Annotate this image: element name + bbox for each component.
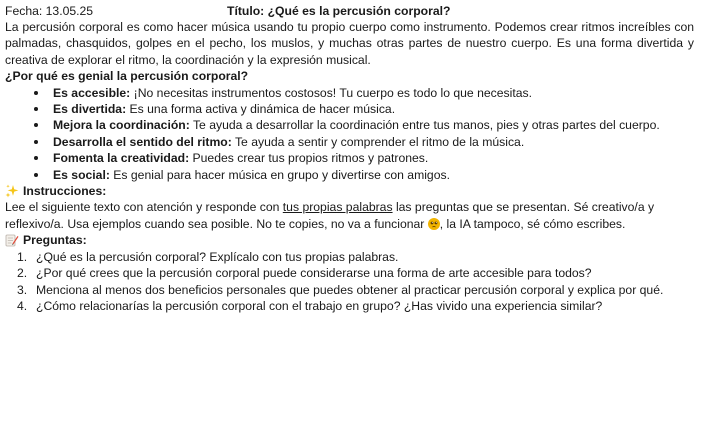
question-number: 2. [17, 266, 28, 281]
instructions-underlined-text: tus propias palabras [282, 200, 393, 215]
why-heading: ¿Por qué es genial la percusión corporal? [5, 69, 249, 84]
benefit-title: Desarrolla el sentido del ritmo: [53, 134, 232, 149]
memo-icon [5, 233, 19, 247]
benefit-title: Es divertida: [53, 102, 127, 117]
questions-list [5, 249, 694, 315]
list-item [53, 85, 694, 101]
list-item [5, 282, 694, 298]
list-item [5, 249, 694, 265]
benefit-title: Fomenta la creatividad: [53, 151, 190, 166]
question-text: ¿Qué es la percusión corporal? Explícalo con tus propias palabras. [36, 249, 399, 264]
question-text: ¿Por qué crees que la percusión corporal puede considerarse una forma de arte accesible para todos? [36, 266, 592, 281]
questions-heading: Preguntas: [23, 233, 87, 248]
benefit-text: Es una forma activa y dinámica de hacer música. [126, 102, 396, 117]
instructions-heading-row [5, 183, 694, 199]
instructions-paragraph [5, 199, 694, 232]
instructions-text-end: , la IA tampoco, sé cómo escribes. [439, 216, 626, 231]
benefit-text: Te ayuda a sentir y comprender el ritmo de la música. [231, 134, 525, 149]
benefit-text: ¡No necesitas instrumentos costosos! Tu cuerpo es todo lo que necesitas. [130, 85, 532, 100]
pleading-face-emoji [428, 218, 440, 230]
instructions-heading: Instrucciones: [23, 184, 107, 199]
benefit-title: Es accesible: [53, 85, 131, 100]
benefit-text: Puedes crear tus propios ritmos y patrones. [189, 151, 429, 166]
sparkles-icon [5, 184, 19, 198]
question-text: ¿Cómo relacionarías la percusión corporal con el trabajo en grupo? ¿Has vivido una experiencia similar? [36, 298, 603, 313]
document-title: Título: ¿Qué es la percusión corporal? [227, 4, 451, 18]
instructions-text-start: Lee el siguiente texto con atención y responde con [5, 200, 283, 215]
question-number: 1. [17, 249, 28, 264]
list-item [53, 117, 694, 133]
instructions-text-middle: las preguntas que se presentan. Sé creativo/a y reflexivo/a. Usa ejemplos cuando sea posible. No te copies, no va a funcionar [5, 200, 655, 231]
list-item [53, 167, 694, 183]
benefit-title: Mejora la coordinación: [53, 118, 190, 133]
date-label: Fecha: 13.05.25 [5, 4, 94, 18]
benefits-list [5, 85, 694, 183]
intro-paragraph: La percusión corporal es como hacer música usando tu propio cuerpo como instrumento. Podemos crear ritmos increíbles con palmadas, chasquidos, golpes en el pecho, los muslos, y muchas otras partes de nuestro cuerpo. Es una forma divertida y creativa de explorar el ritmo, la coordinación y la expresión musical. [5, 20, 694, 67]
list-item [53, 134, 694, 150]
list-item [5, 265, 694, 281]
questions-heading-row [5, 232, 694, 248]
question-number: 4. [17, 298, 28, 313]
list-item [53, 101, 694, 117]
benefit-text: Te ayuda a desarrollar la coordinación entre tus manos, pies y otras partes del cuerpo. [189, 118, 660, 133]
benefit-text: Es genial para hacer música en grupo y divertirse con amigos. [109, 167, 450, 182]
list-item [5, 298, 694, 314]
benefit-title: Es social: [53, 167, 110, 182]
header-row [5, 3, 694, 19]
question-number: 3. [17, 282, 28, 297]
question-text: Menciona al menos dos beneficios personales que puedes obtener al practicar percusión corporal y explica por qué. [36, 282, 664, 297]
list-item [53, 150, 694, 166]
